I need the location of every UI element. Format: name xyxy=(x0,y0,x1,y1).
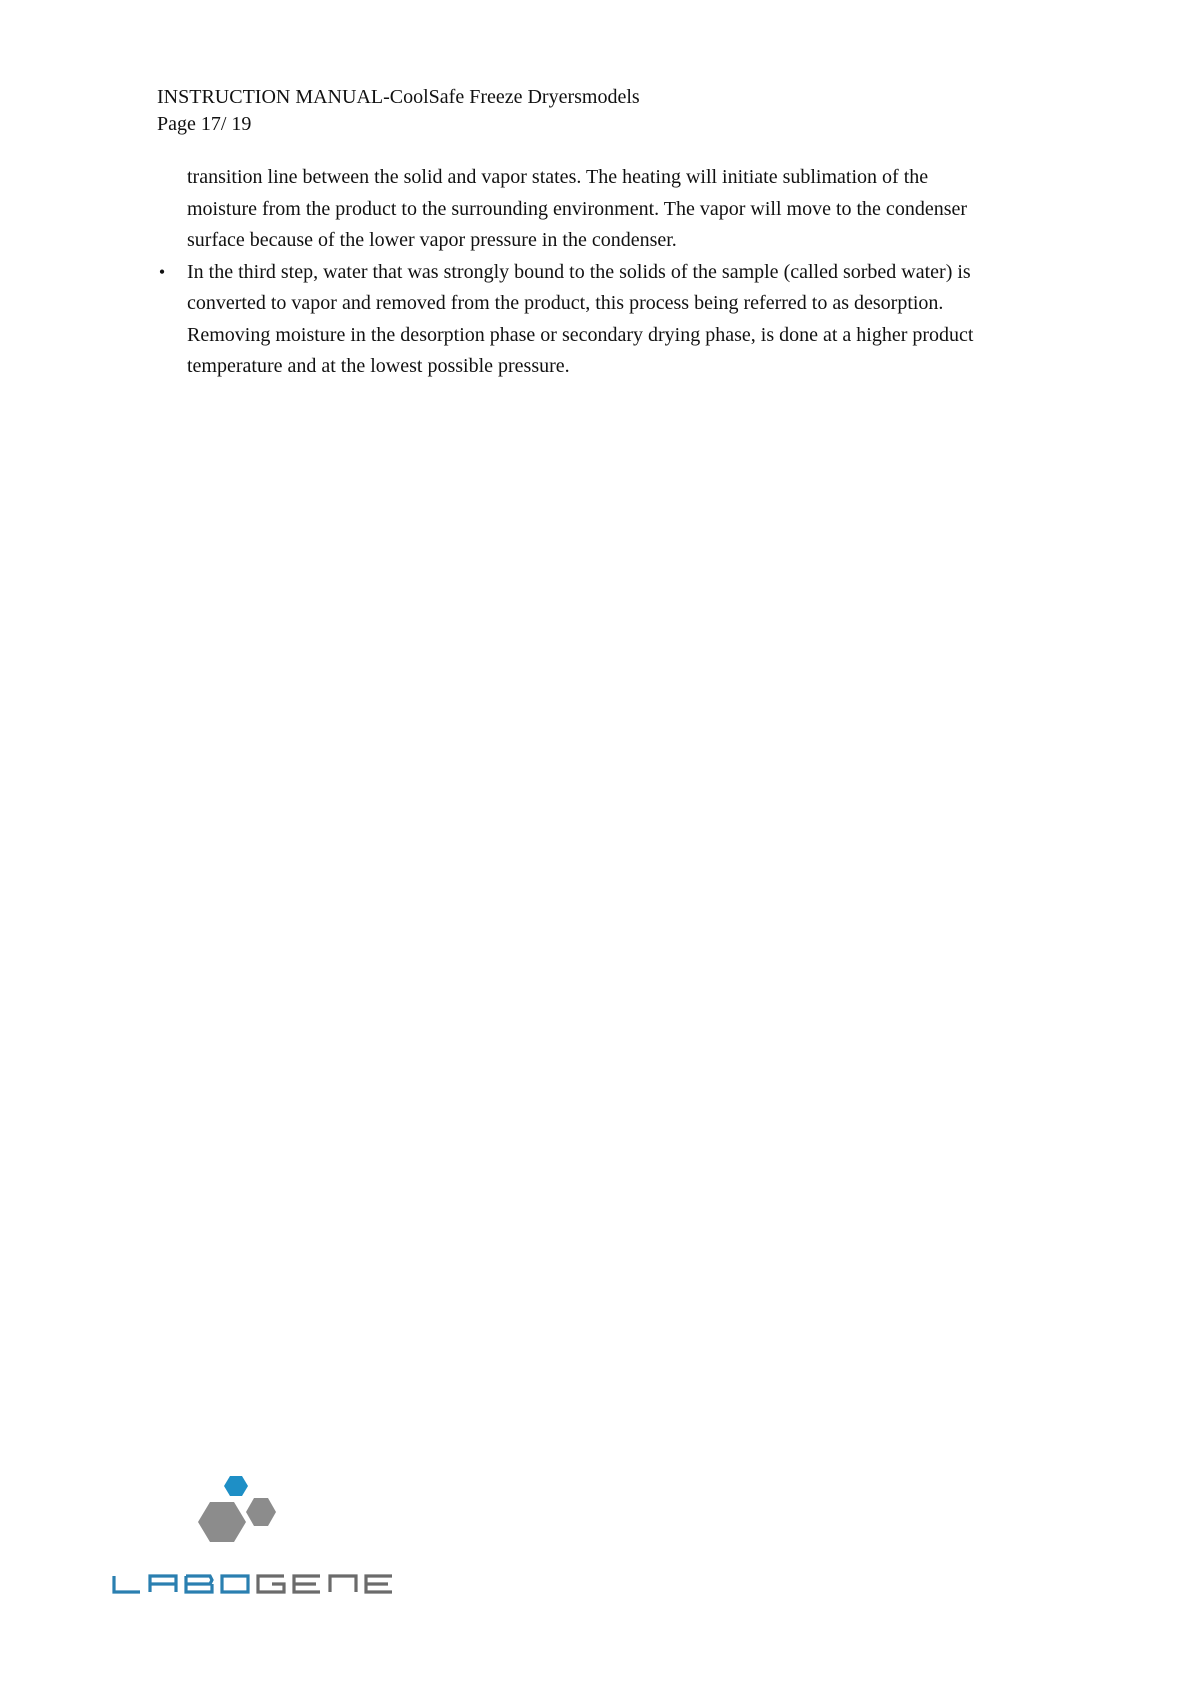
gray-hexagon-small-icon xyxy=(246,1498,276,1526)
page-header xyxy=(157,84,640,138)
text-line: transition line between the solid and vapor states. The heating will initiate sublimation of the xyxy=(187,166,929,188)
text-line: moisture from the product to the surrounding environment. The vapor will move to the condenser xyxy=(187,197,968,220)
logo-lettering xyxy=(114,1576,392,1592)
page-number: Page 17/ 19 xyxy=(157,113,252,135)
labogene-logo-graphic xyxy=(112,1476,404,1596)
text-line: Removing moisture in the desorption phase or secondary drying phase, is done at a higher product xyxy=(187,323,974,346)
continuation-paragraph xyxy=(157,162,1077,257)
text-line: surface because of the lower vapor pressure in the condenser. xyxy=(187,229,677,251)
bullet-list-item xyxy=(157,257,1077,383)
labogene-logo xyxy=(112,1476,404,1596)
document-title: INSTRUCTION MANUAL-CoolSafe Freeze Dryersmodels xyxy=(157,86,640,108)
bullet-icon: • xyxy=(158,261,166,282)
document-body xyxy=(157,162,1077,383)
text-line: converted to vapor and removed from the product, this process being referred to as desorption. xyxy=(187,292,944,314)
gray-hexagon-icon xyxy=(198,1502,246,1542)
blue-hexagon-icon xyxy=(224,1476,248,1496)
text-line: temperature and at the lowest possible pressure. xyxy=(187,355,570,377)
text-line: In the third step, water that was strongly bound to the solids of the sample (called sorbed water) is xyxy=(187,260,971,283)
